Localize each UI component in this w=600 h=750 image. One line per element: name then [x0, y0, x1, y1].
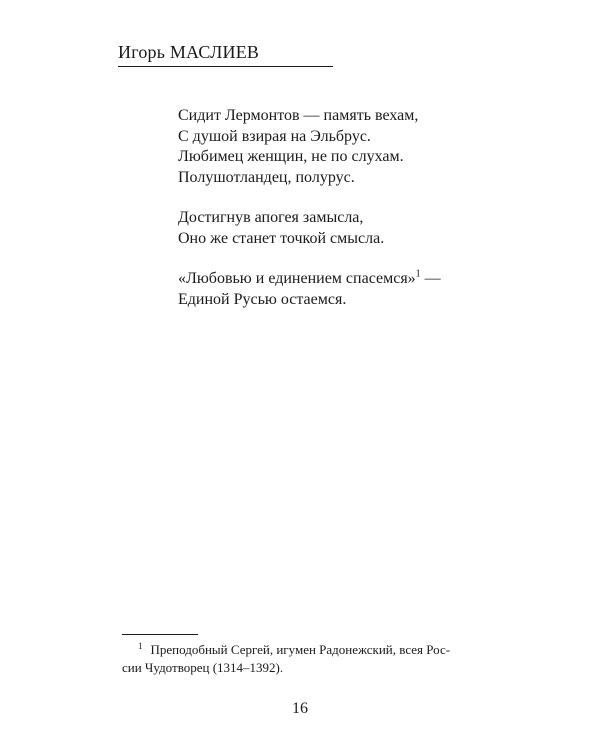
- footnote-reference[interactable]: 1: [415, 268, 421, 280]
- stanza-3: [178, 269, 441, 310]
- page-number: 16: [292, 700, 308, 717]
- dash: —: [420, 270, 441, 287]
- poem-line: Полушотландец, полурус.: [178, 168, 355, 186]
- footnote-text-line2: сии Чудотворец (1314–1392).: [122, 660, 284, 675]
- poem-line: Сидит Лермонтов — память вехам,: [178, 107, 419, 124]
- poem-line: Любимец женщин, не по слухам.: [178, 148, 404, 165]
- running-header-author: Игорь МАСЛИЕВ: [118, 42, 260, 62]
- poem-line: Достигнув апогея замысла,: [178, 209, 364, 226]
- stanza-2: [178, 208, 441, 249]
- header-rule: [118, 66, 333, 67]
- poem-line-with-footnote: [178, 269, 441, 290]
- stanza-1: [178, 106, 441, 188]
- poem-line: Оно же станет точкой смысла.: [178, 229, 385, 247]
- poem: [178, 106, 441, 330]
- quote-text: «Любовью и единением спасемся»: [178, 270, 416, 287]
- poem-line: С душой взирая на Эльбрус.: [178, 127, 371, 145]
- footnote-number: 1: [138, 640, 143, 651]
- poem-line: Единой Русью остаемся.: [178, 290, 347, 308]
- footnote: [122, 641, 484, 677]
- footnote-text-line1: Преподобный Сергей, игумен Радонежский, всея Рос-: [150, 642, 451, 657]
- footnote-rule: [122, 634, 198, 635]
